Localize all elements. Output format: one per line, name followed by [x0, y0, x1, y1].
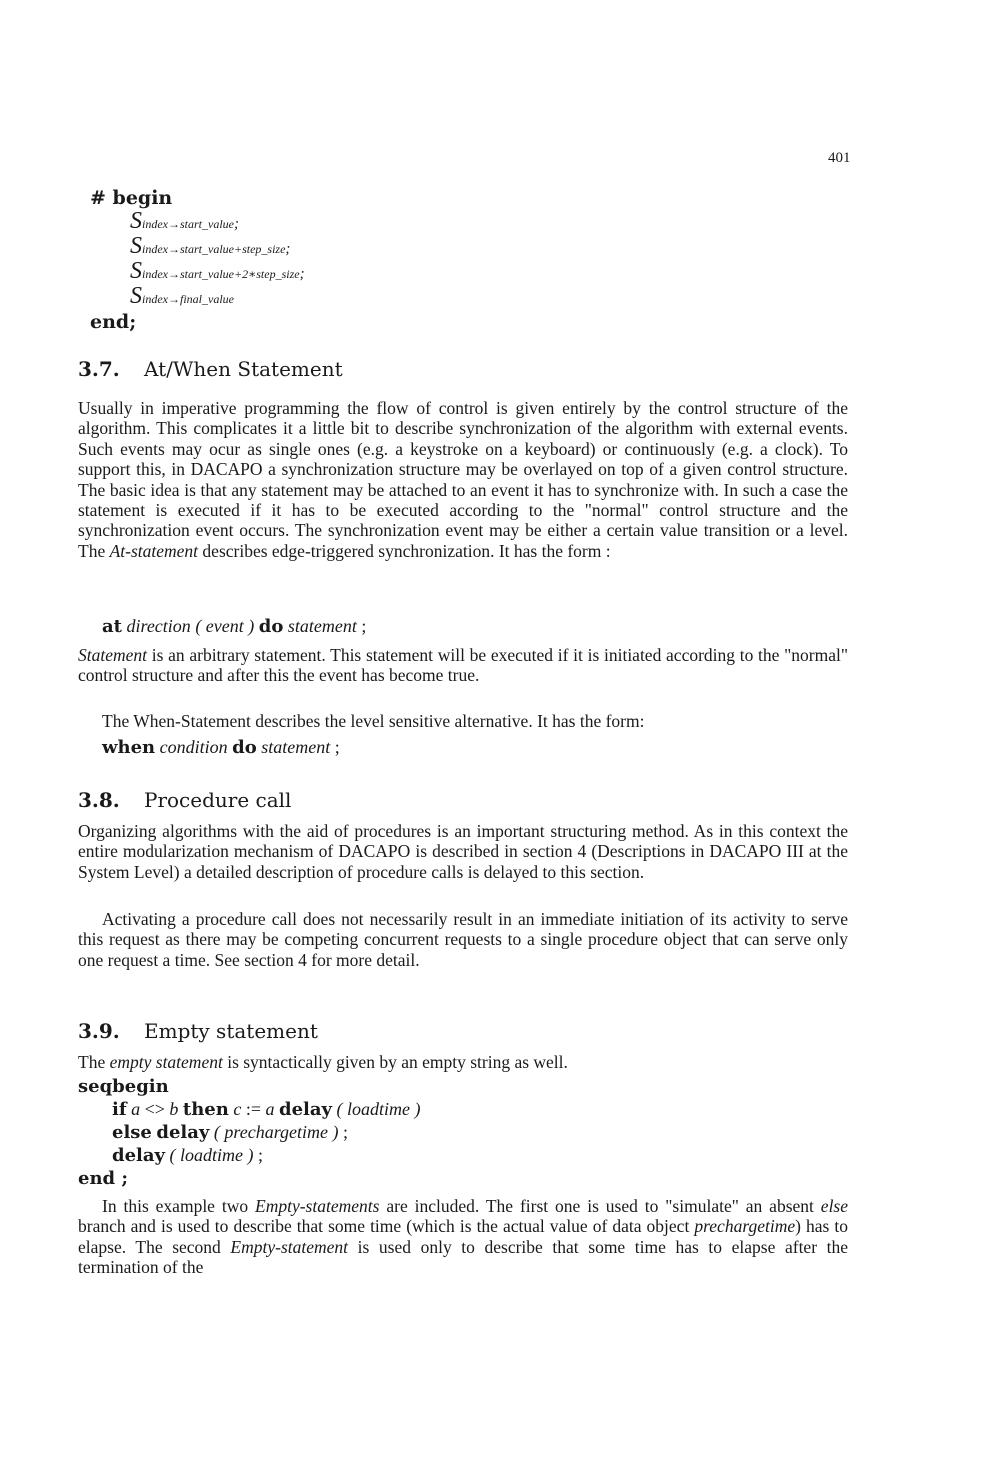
section-heading-3-7: 3.7. At/When Statement [78, 357, 343, 381]
code-line: delay ( loadtime ) ; [112, 1145, 263, 1166]
paragraph-statement: Statement is an arbitrary statement. This statement will be executed if it is initiated according to the "normal" control structure and after this the event has become true. [78, 645, 849, 686]
section-heading-3-8: 3.8. Procedure call [78, 788, 292, 812]
begin-keyword: # begin [90, 187, 173, 209]
paragraph-example: In this example two Empty-statements are included. The first one is used to "simulate" an absent else branch and is used to describe that some time (which is the actual value of data object prechargetime) has to elapse. The second Empty-statement is used only to describe that some time has to elapse after the termination of the [78, 1196, 849, 1278]
page-number: 401 [828, 150, 851, 166]
end-keyword: end ; [78, 1168, 129, 1189]
when-syntax: when condition do statement ; [102, 737, 340, 758]
code-line: else delay ( prechargetime ) ; [112, 1122, 349, 1143]
seqbegin-keyword: seqbegin [78, 1076, 169, 1097]
code-line: Sindex→final_value [130, 283, 234, 309]
at-syntax: at direction ( event ) do statement ; [102, 616, 367, 637]
paragraph-sync: Usually in imperative programming the flow of control is given entirely by the control structure of the algorithm. This complicates it a little bit to describe synchronization of the algorithm with external events. Such events may ocur as single ones (e.g. a keystroke on a keyboard) or continuously (e.g. a clock). To support this, in DACAPO a synchronization structure may be overlayed on top of a given control structure. The basic idea is that any statement may be attached to an event it has to synchronize with. In such a case the statement is executed if it has to be executed according to the "normal" control structure and the synchronization event occurs. The synchronization event may be either a certain value transition or a level. The At-statement describes edge-triggered synchronization. It has the form : [78, 398, 848, 561]
code-line: Sindex→start_value; [130, 208, 239, 234]
paragraph-empty: The empty statement is syntactically given by an empty string as well. [78, 1052, 568, 1072]
code-line: if a <> b then c := a delay ( loadtime ) [112, 1099, 421, 1120]
section-heading-3-9: 3.9. Empty statement [78, 1019, 318, 1043]
code-line: Sindex→start_value+step_size; [130, 233, 291, 259]
seqbegin-code [78, 1075, 421, 1190]
code-line: Sindex→start_value+2∗step_size; [130, 258, 305, 284]
begin-block-code [90, 186, 305, 334]
end-keyword: end; [90, 311, 137, 333]
paragraph-procedures: Organizing algorithms with the aid of procedures is an important structuring method. As in this context the entire modularization mechanism of DACAPO is described in section 4 (Descriptions in DACAPO III at the System Level) a detailed description of procedure calls is delayed to this section. [78, 821, 848, 882]
paragraph-when: The When-Statement describes the level sensitive alternative. It has the form: [102, 711, 645, 731]
paragraph-activating: Activating a procedure call does not necessarily result in an immediate initiation of its activity to serve this request as there may be competing concurrent requests to a single procedure object that can serve only one request a time. See section 4 for more detail. [78, 909, 848, 970]
